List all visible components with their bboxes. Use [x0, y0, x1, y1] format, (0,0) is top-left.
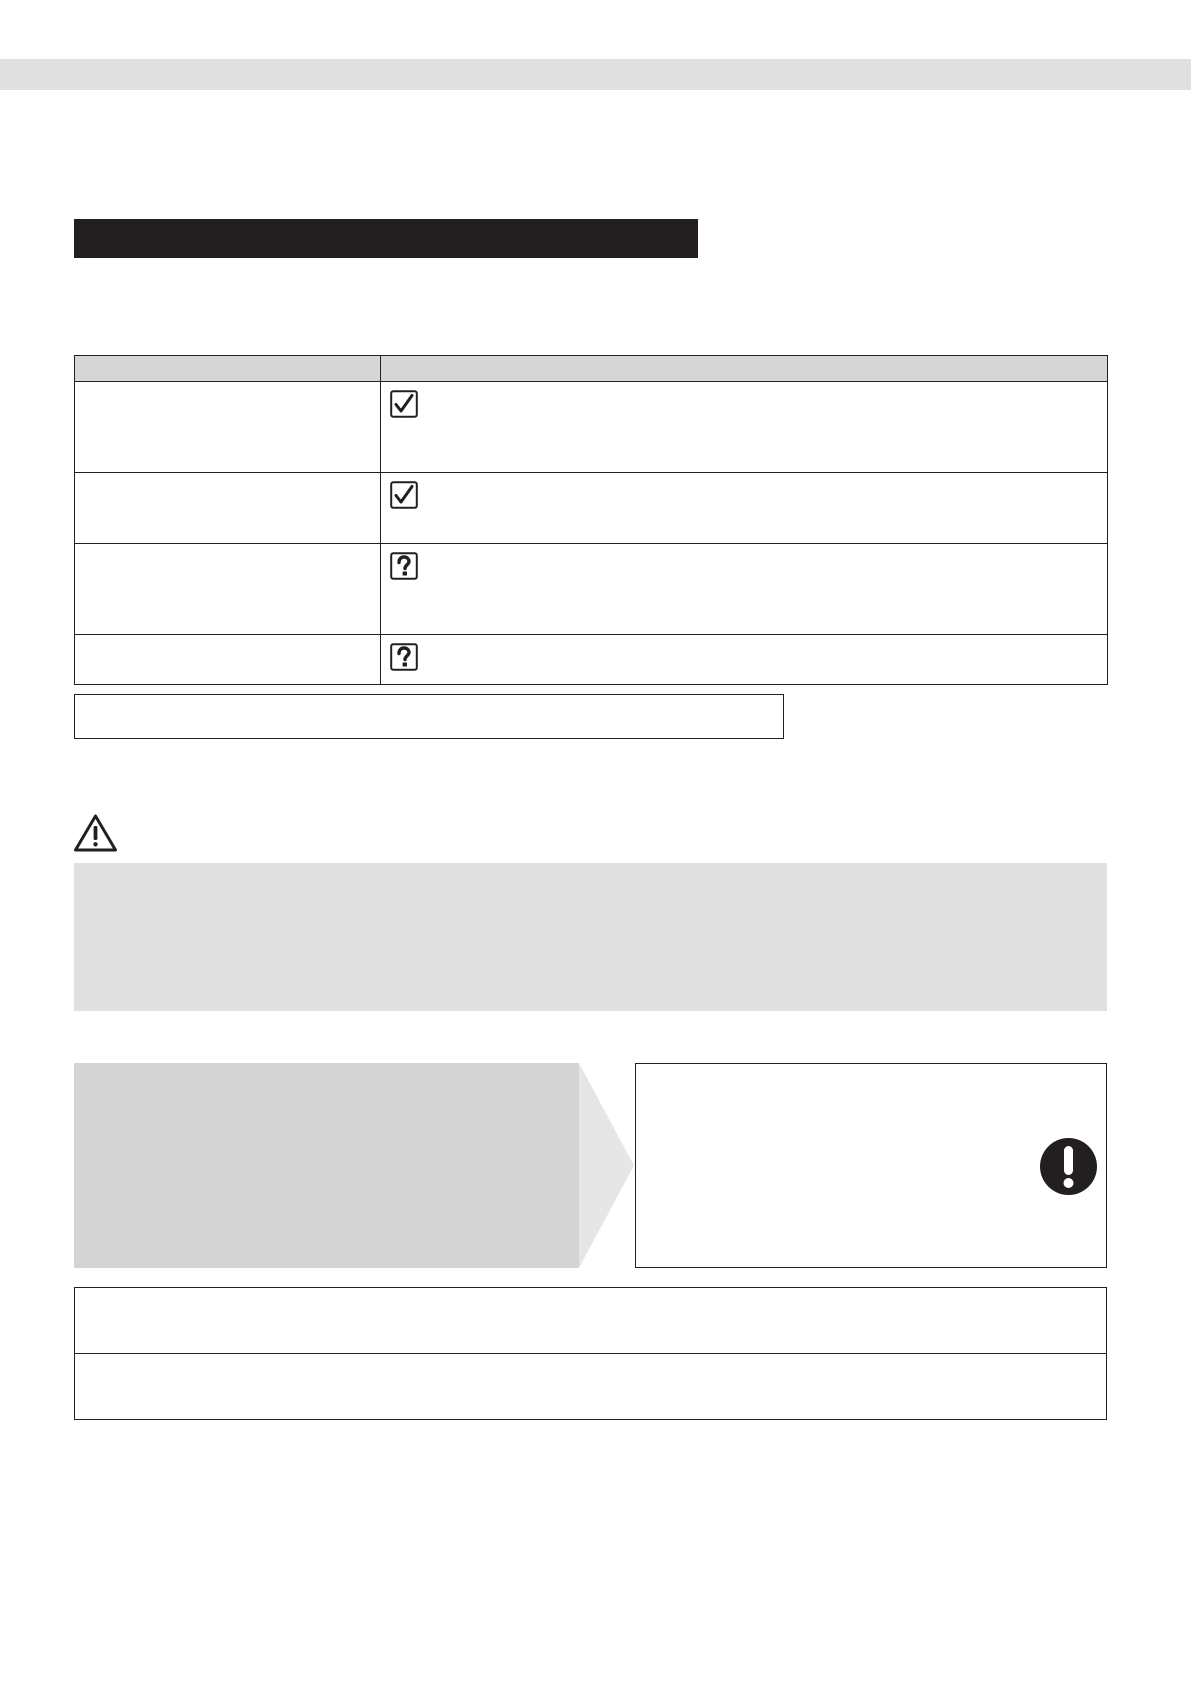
warning-triangle-icon [73, 813, 118, 853]
table-cell-label [75, 544, 381, 635]
table-cell-content [381, 473, 1108, 544]
footer-info-box [74, 1287, 1107, 1420]
checkmark-box-icon [390, 481, 418, 509]
result-box [635, 1063, 1107, 1268]
footer-divider [75, 1353, 1106, 1354]
table-header-cell-2 [381, 356, 1108, 382]
header-band [0, 59, 1191, 90]
checkmark-box-icon [390, 390, 418, 418]
table-header-cell-1 [75, 356, 381, 382]
question-box-icon [390, 643, 418, 671]
table-row [75, 635, 1108, 685]
note-box [74, 694, 784, 739]
table-row [75, 544, 1108, 635]
table-header-row [75, 356, 1108, 382]
question-box-icon [390, 552, 418, 580]
table-cell-label [75, 382, 381, 473]
instruction-arrow-panel [74, 1063, 634, 1268]
checklist-table [74, 355, 1108, 685]
table-cell-label [75, 473, 381, 544]
section-title-bar [74, 219, 698, 258]
table-cell-label [75, 635, 381, 685]
table-cell-content [381, 544, 1108, 635]
warning-panel [74, 863, 1107, 1011]
table-row [75, 473, 1108, 544]
exclamation-circle-icon [1039, 1137, 1098, 1196]
table-row [75, 382, 1108, 473]
table-cell-content [381, 382, 1108, 473]
table-cell-content [381, 635, 1108, 685]
